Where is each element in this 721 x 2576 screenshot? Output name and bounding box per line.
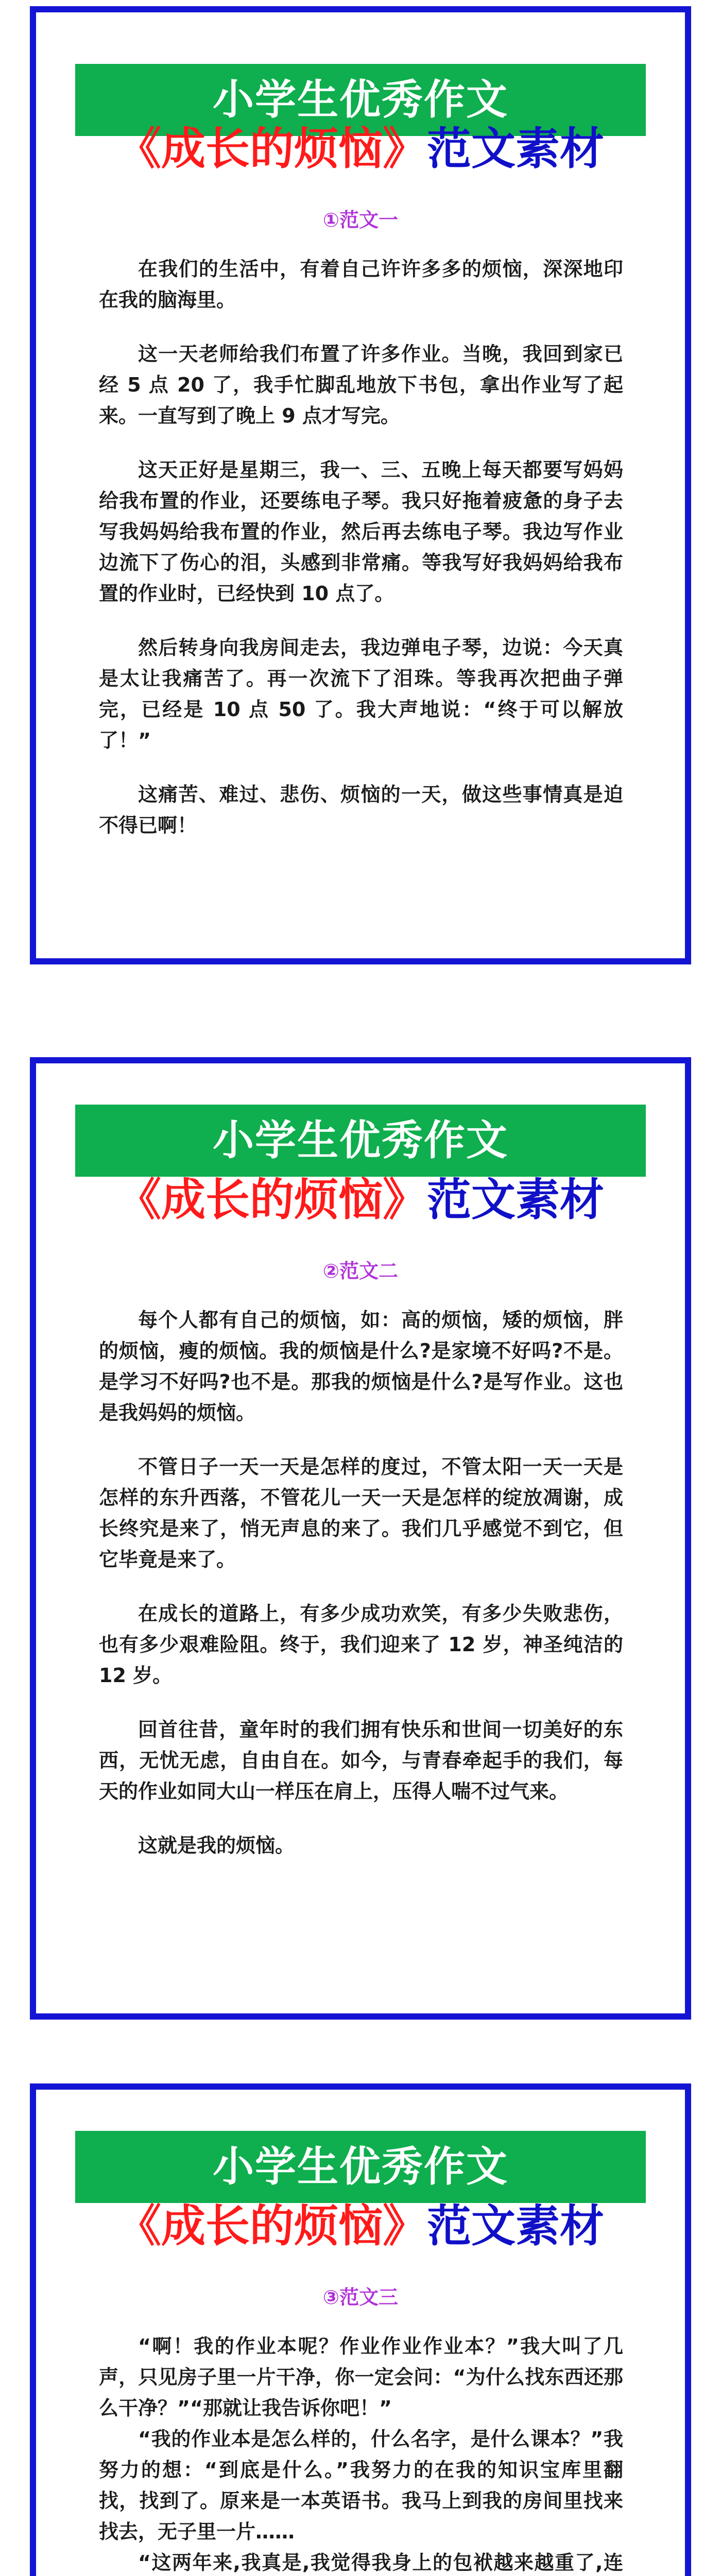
subtitle-tag: 范文素材 <box>427 1174 604 1226</box>
paragraph: “这两年来,我真是,我觉得我身上的包袱越来越重了,连 <box>138 2551 623 2574</box>
article-body <box>99 253 623 864</box>
paragraph: 这痛苦、难过、悲伤、烦恼的一天，做这些事情真是迫不得已啊！ <box>99 783 623 837</box>
article-body <box>99 1304 623 1884</box>
paragraph: “我的作业本是怎么样的，什么名字，是什么课本？”我努力的想：“到底是什么。”我努力的在我的知识宝库里翻找，找到了。原来是一本英语书。我马上到我的房间里找来找去，无子里一片…… <box>99 2428 623 2543</box>
subtitle-title: 《成长的烦恼》 <box>117 1174 427 1226</box>
article-subtitle <box>36 2198 685 2255</box>
subtitle-tag: 范文素材 <box>427 123 604 175</box>
section-label: ③范文三 <box>322 2286 399 2309</box>
paragraph: 不管日子一天一天是怎样的度过，不管太阳一天一天是怎样的东升西落，不管花儿一天一天是怎样的绽放凋谢，成长终究是来了，悄无声息的来了。我们几乎感觉不到它，但它毕竟是来了。 <box>99 1455 623 1571</box>
paragraph: 在成长的道路上，有多少成功欢笑，有多少失败悲伤，也有多少艰难险阻。终于，我们迎来了 12 岁，神圣纯洁的 12 岁。 <box>99 1602 623 1687</box>
article-card-2 <box>30 1057 691 2020</box>
paragraph: 回首往昔，童年时的我们拥有快乐和世间一切美好的东西，无忧无虑，自由自在。如今，与青春牵起手的我们，每天的作业如同大山一样压在肩上，压得人喘不过气来。 <box>99 1718 623 1803</box>
article-body <box>99 2331 623 2576</box>
paragraph: 然后转身向我房间走去，我边弹电子琴，边说：今天真是太让我痛苦了。再一次流下了泪珠。等我再次把曲子弹完，已经是 10 点 50 了。我大声地说：“终于可以解放了！” <box>99 636 623 752</box>
paragraph: 在我们的生活中，有着自己许许多多的烦恼，深深地印在我的脑海里。 <box>99 258 623 311</box>
article-card-1 <box>30 6 691 964</box>
paragraph: 这天正好是星期三，我一、三、五晚上每天都要写妈妈给我布置的作业，还要练电子琴。我只好拖着疲惫的身子去写我妈妈给我布置的作业，然后再去练电子琴。我边写作业边流下了伤心的泪，头感到非常痛。等我写好我妈妈给我布置的作业时，已经快到 10 点了。 <box>99 459 623 605</box>
paragraph: “啊！我的作业本呢？作业作业作业本？”我大叫了几声，只见房子里一片干净，你一定会问：“为什么找东西还那么干净？”“那就让我告诉你吧！” <box>99 2335 623 2419</box>
article-subtitle <box>36 1172 685 1228</box>
section-label: ②范文二 <box>322 1260 399 1282</box>
paragraph: 这就是我的烦恼。 <box>138 1834 295 1857</box>
article-banner: 小学生优秀作文 <box>75 1105 646 1177</box>
subtitle-title: 《成长的烦恼》 <box>117 2200 427 2252</box>
subtitle-title: 《成长的烦恼》 <box>117 123 427 175</box>
paragraph: 这一天老师给我们布置了许多作业。当晚，我回到家已经 5 点 20 了，我手忙脚乱地放下书包，拿出作业写了起来。一直写到了晚上 9 点才写完。 <box>99 343 623 427</box>
subtitle-tag: 范文素材 <box>427 2200 604 2252</box>
article-card-3 <box>30 2083 691 2576</box>
article-banner: 小学生优秀作文 <box>75 64 646 136</box>
article-subtitle <box>36 121 685 177</box>
section-label: ①范文一 <box>322 209 399 231</box>
paragraph: 每个人都有自己的烦恼，如：高的烦恼，矮的烦恼，胖的烦恼，瘦的烦恼。我的烦恼是什么?是家境不好吗?不是。是学习不好吗?也不是。那我的烦恼是什么?是写作业。这也是我妈妈的烦恼。 <box>99 1309 623 1424</box>
article-banner: 小学生优秀作文 <box>75 2131 646 2203</box>
